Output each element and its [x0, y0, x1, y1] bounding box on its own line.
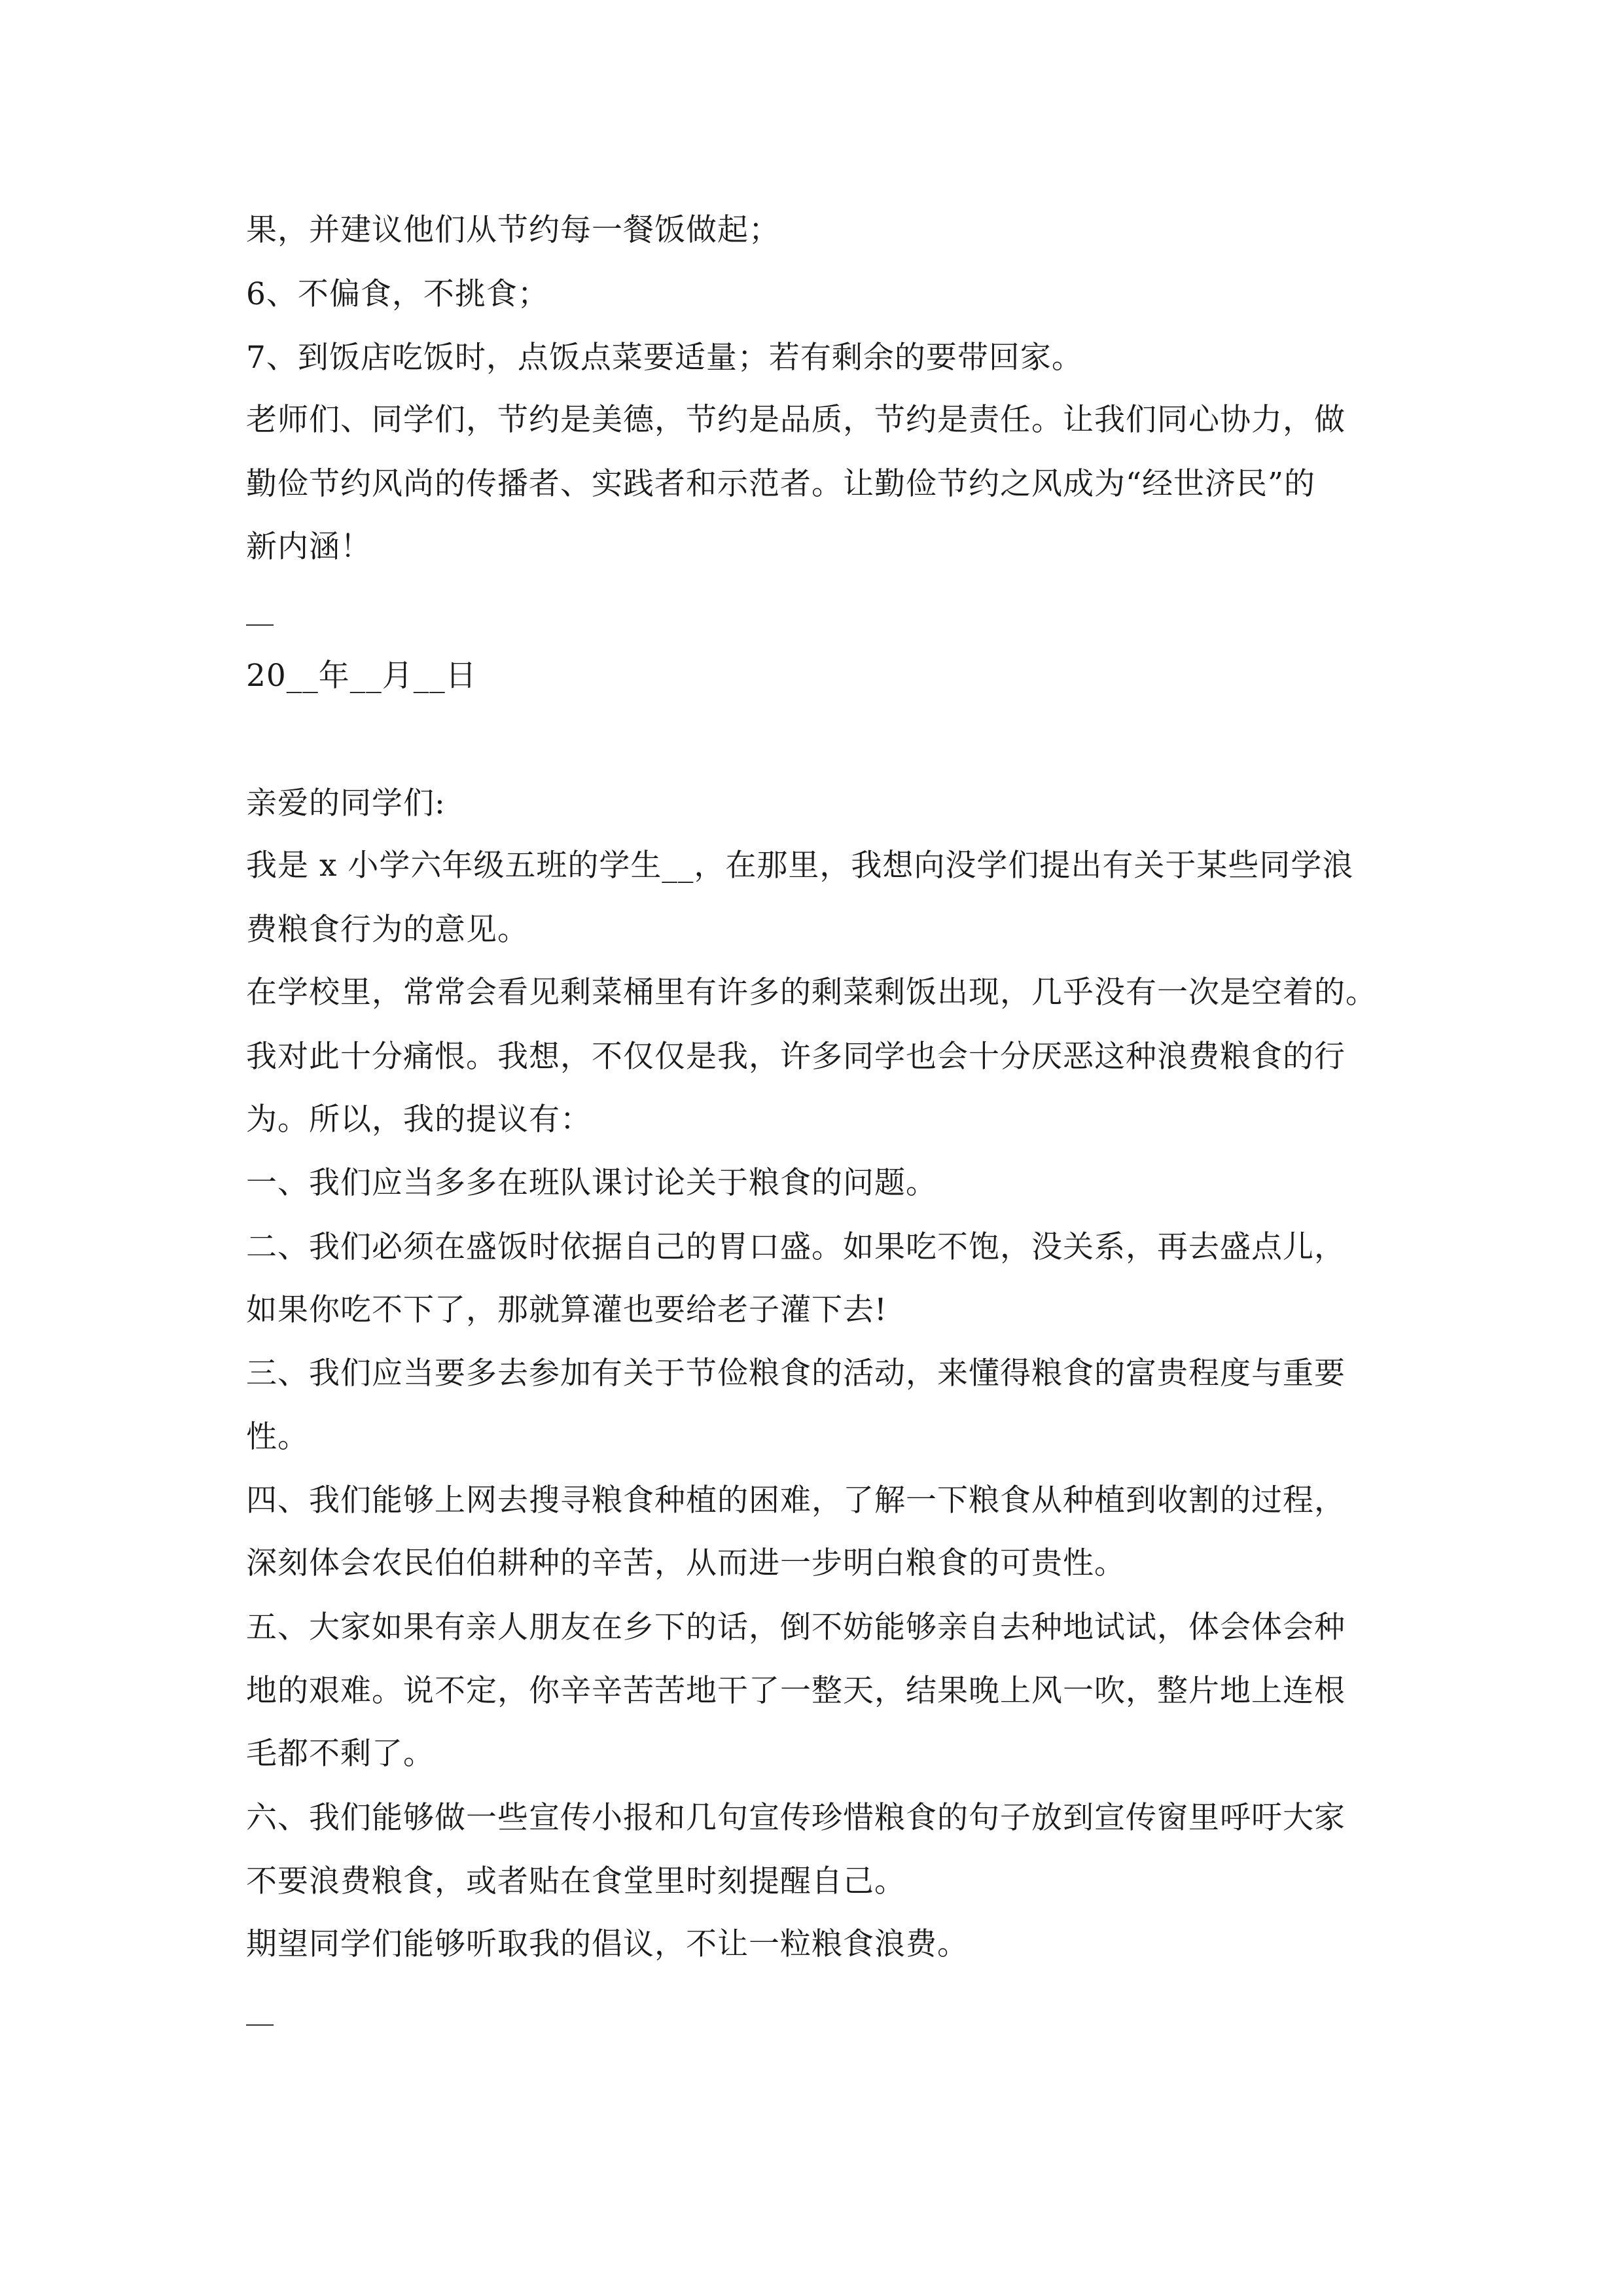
- list-item: 六、我们能够做一些宣传小报和几句宣传珍惜粮食的句子放到宣传窗里呼吁大家: [246, 1800, 1346, 1836]
- paragraph-line: 新内涵！: [246, 529, 372, 565]
- list-item: 五、大家如果有亲人朋友在乡下的话，倒不妨能够亲自去种地试试，体会体会种: [246, 1609, 1346, 1645]
- paragraph-line: 我是 x 小学六年级五班的学生__，在那里，我想向没学们提出有关于某些同学浪: [246, 848, 1354, 884]
- list-item: 地的艰难。说不定，你辛辛苦苦地干了一整天，结果晚上风一吹，整片地上连根: [246, 1673, 1346, 1709]
- signature-rule: [246, 2024, 274, 2026]
- closing-line: 期望同学们能够听取我的倡议，不让一粒粮食浪费。: [246, 1926, 969, 1962]
- paragraph-line: 6、不偏食，不挑食；: [246, 276, 549, 312]
- paragraph-line: 老师们、同学们，节约是美德，节约是品质，节约是责任。让我们同心协力，做: [246, 402, 1346, 438]
- salutation: 亲爱的同学们:: [246, 785, 446, 821]
- paragraph-line: 在学校里，常常会看见剩菜桶里有许多的剩菜剩饭出现，几乎没有一次是空着的。: [246, 975, 1377, 1011]
- paragraph-line: 7、到饭店吃饭时，点饭点菜要适量；若有剩余的要带回家。: [246, 340, 1083, 376]
- paragraph-line: 我对此十分痛恨。我想，不仅仅是我，许多同学也会十分厌恶这种浪费粮食的行: [246, 1039, 1346, 1075]
- list-item: 一、我们应当多多在班队课讨论关于粮食的问题。: [246, 1165, 937, 1201]
- date-line: 20__年__月__日: [246, 658, 477, 694]
- list-item: 三、我们应当要多去参加有关于节俭粮食的活动，来懂得粮食的富贵程度与重要: [246, 1355, 1346, 1391]
- list-item: 四、我们能够上网去搜寻粮食种植的困难，了解一下粮食从种植到收割的过程，: [246, 1482, 1346, 1518]
- paragraph-line: 勤俭节约风尚的传播者、实践者和示范者。让勤俭节约之风成为“经世济民”的: [246, 466, 1316, 502]
- list-item: 性。: [246, 1419, 309, 1455]
- paragraph-line: 果，并建议他们从节约每一餐饭做起；: [246, 212, 780, 248]
- signature-rule: [246, 624, 274, 626]
- paragraph-line: 费粮食行为的意见。: [246, 912, 529, 948]
- list-item: 深刻体会农民伯伯耕种的辛苦，从而进一步明白粮食的可贵性。: [246, 1545, 1126, 1581]
- list-item: 如果你吃不下了，那就算灌也要给老子灌下去!: [246, 1292, 887, 1328]
- list-item: 二、我们必须在盛饭时依据自己的胃口盛。如果吃不饱，没关系，再去盛点儿，: [246, 1229, 1346, 1265]
- list-item: 不要浪费粮食，或者贴在食堂里时刻提醒自己。: [246, 1863, 906, 1899]
- paragraph-line: 为。所以，我的提议有：: [246, 1102, 592, 1138]
- list-item: 毛都不剩了。: [246, 1736, 435, 1772]
